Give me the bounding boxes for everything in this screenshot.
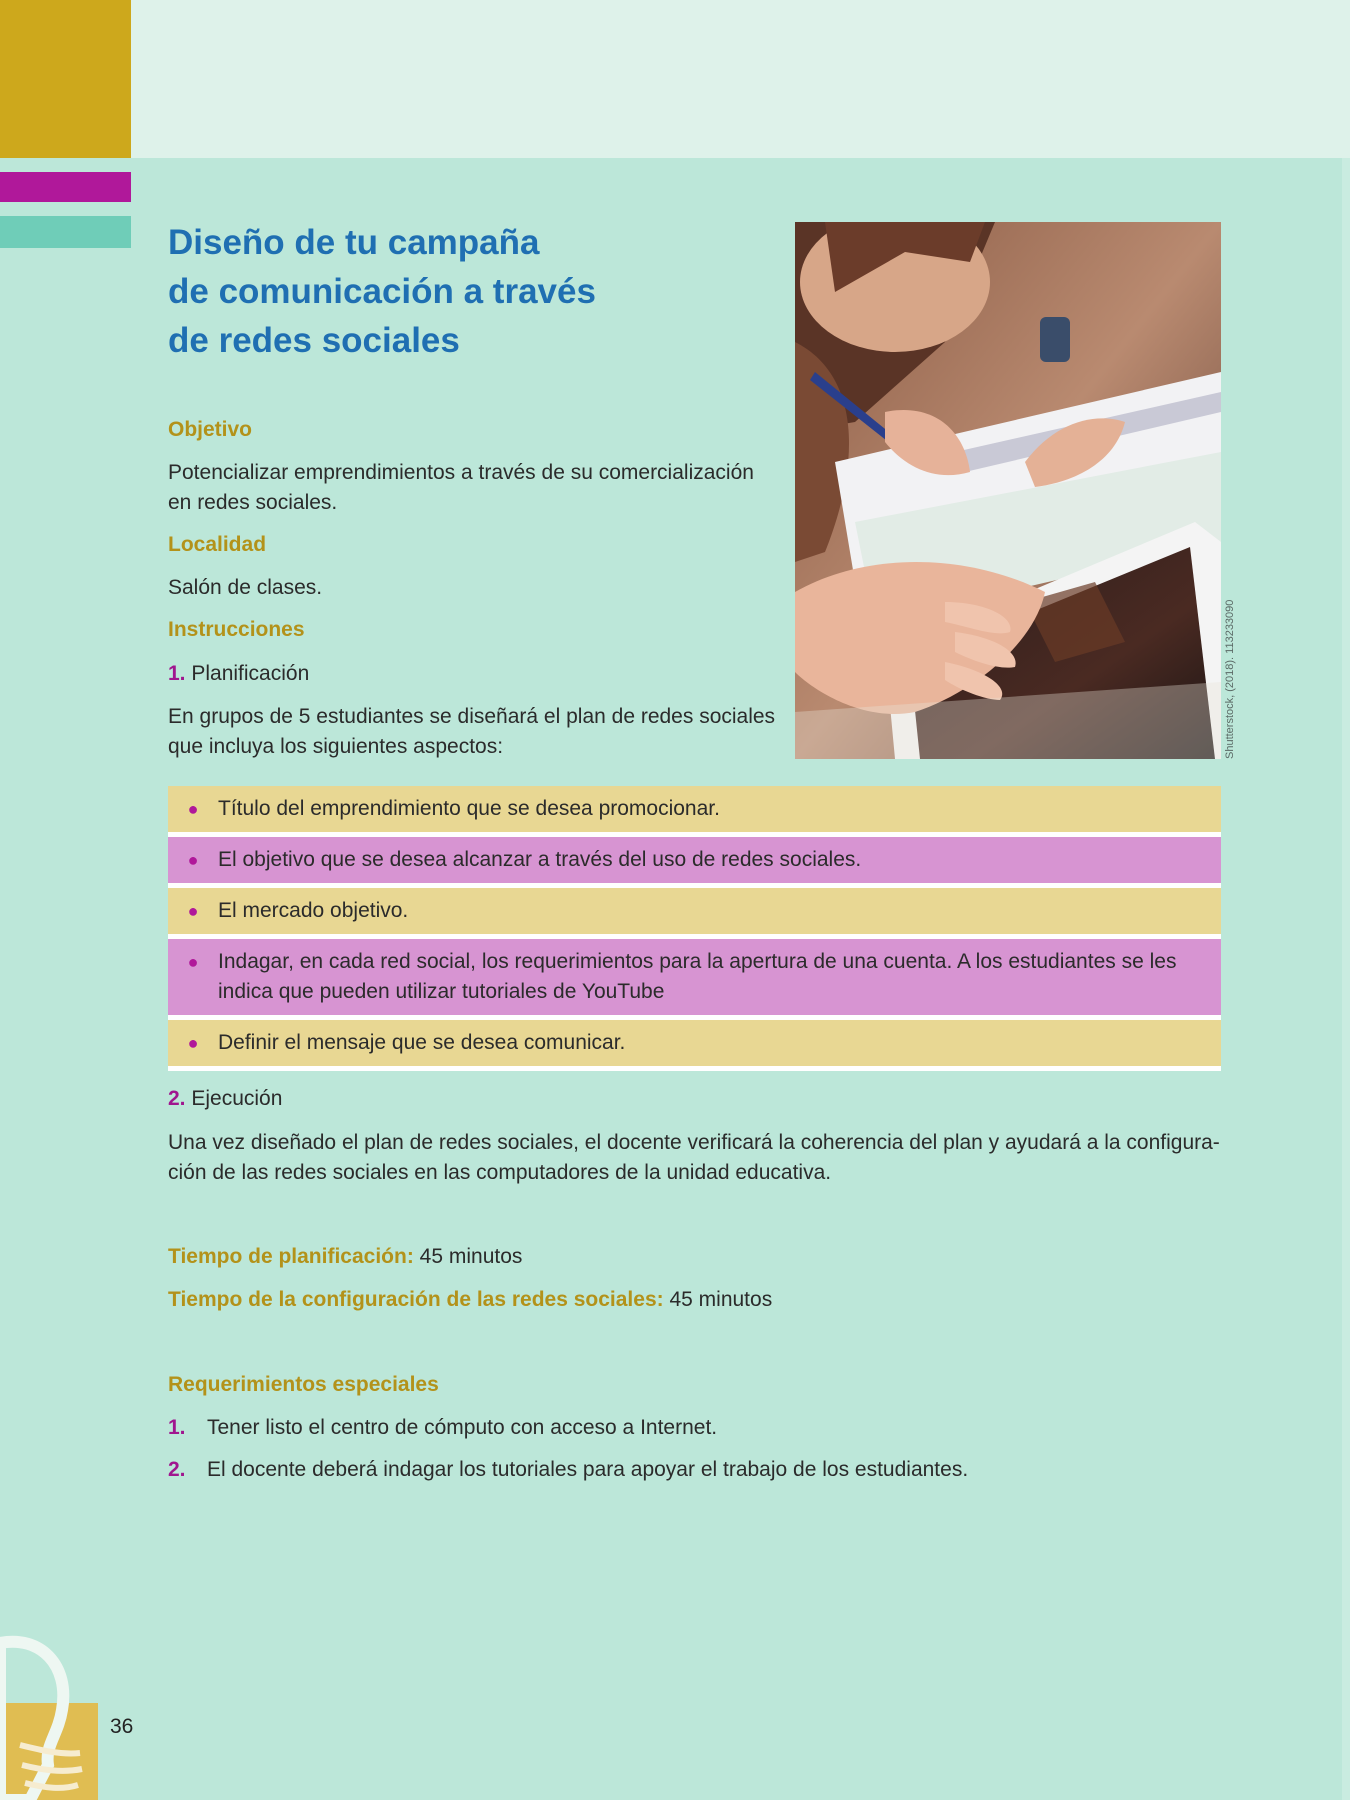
lightbulb-icon — [0, 1625, 120, 1800]
list-item — [168, 1020, 1221, 1071]
location-text: Salón de clases. — [168, 576, 323, 599]
page-number: 36 — [110, 1715, 134, 1738]
requirement-text: El docente deberá indagar los tutoriales para apoyar el trabajo de los estudiantes. — [207, 1458, 969, 1481]
objective-text — [168, 458, 754, 518]
step-1-text-line-1: En grupos de 5 estudiantes se diseñará el plan de redes sociales — [168, 705, 776, 728]
planning-time-label: Tiempo de planificación: — [168, 1245, 414, 1268]
right-edge-strip — [1342, 158, 1350, 1800]
requirement-number: 2. — [168, 1458, 186, 1481]
requirement-text: Tener listo el centro de cómputo con acceso a Internet. — [207, 1416, 718, 1439]
list-item — [168, 1455, 968, 1485]
planning-time-value: 45 minutos — [419, 1245, 523, 1268]
step-1-number: 1. — [168, 662, 186, 685]
list-item-text: El objetivo que se desea alcanzar a través del uso de redes sociales. — [218, 848, 862, 871]
photo-credit: Shutterstock, (2018). 113233090 — [1224, 599, 1236, 759]
instructions-heading: Instrucciones — [168, 618, 305, 641]
planning-time — [168, 1245, 522, 1269]
requirements-list — [168, 1413, 968, 1497]
requirements-heading: Requerimientos especiales — [168, 1373, 439, 1396]
step-2-text — [168, 1128, 1228, 1188]
step-2-label: Ejecución — [191, 1087, 283, 1110]
list-item — [168, 786, 1221, 837]
requirement-number: 1. — [168, 1416, 186, 1439]
step-1-title — [168, 659, 309, 689]
list-item-text: El mercado objetivo. — [218, 899, 409, 922]
list-item-text: Título del emprendimiento que se desea promocionar. — [218, 797, 720, 820]
step-2-title — [168, 1084, 282, 1114]
location-heading: Localidad — [168, 533, 267, 556]
objective-heading: Objetivo — [168, 418, 253, 441]
aspects-list — [168, 786, 1221, 1071]
magenta-accent-bar — [0, 172, 131, 202]
config-time-label: Tiempo de la configuración de las redes sociales: — [168, 1288, 664, 1311]
config-time-value: 45 minutos — [669, 1288, 773, 1311]
gold-corner-block — [0, 0, 131, 158]
bullet-icon: ● — [187, 952, 199, 972]
bullet-icon: ● — [187, 799, 199, 819]
list-item — [168, 888, 1221, 939]
students-writing-photo — [795, 222, 1221, 759]
bullet-icon: ● — [187, 901, 199, 921]
step-1-label: Planificación — [191, 662, 310, 685]
objective-text-line-1: Potencializar emprendimientos a través de su comercialización — [168, 461, 754, 484]
list-item — [168, 939, 1221, 1020]
step-2-text-line-1: Una vez diseñado el plan de redes sociales, el docente verificará la coherencia del plan y ayudará a la configura- — [168, 1131, 1220, 1154]
list-item-text: Definir el mensaje que se desea comunicar. — [218, 1031, 626, 1054]
objective-text-line-2: en redes sociales. — [168, 491, 338, 514]
step-2-number: 2. — [168, 1087, 186, 1110]
title-line-1: Diseño de tu campaña — [168, 223, 540, 262]
step-1-text-line-2: que incluya los siguientes aspectos: — [168, 735, 504, 758]
title-line-2: de comunicación a través — [168, 272, 596, 311]
page-title — [168, 218, 728, 365]
bullet-icon: ● — [187, 1033, 199, 1053]
bullet-icon: ● — [187, 850, 199, 870]
title-line-3: de redes sociales — [168, 321, 460, 360]
config-time — [168, 1288, 772, 1312]
teal-accent-bar — [0, 216, 131, 248]
list-item-text: Indagar, en cada red social, los requerimientos para la apertura de una cuenta. A los estudiantes se les indica que pueden utilizar tutoriales de YouTube — [218, 950, 1177, 1003]
step-2-text-line-2: ción de las redes sociales en las computadores de la unidad educativa. — [168, 1161, 832, 1184]
list-item — [168, 837, 1221, 888]
list-item — [168, 1413, 968, 1443]
step-1-text — [168, 702, 775, 762]
top-band — [0, 0, 1350, 158]
